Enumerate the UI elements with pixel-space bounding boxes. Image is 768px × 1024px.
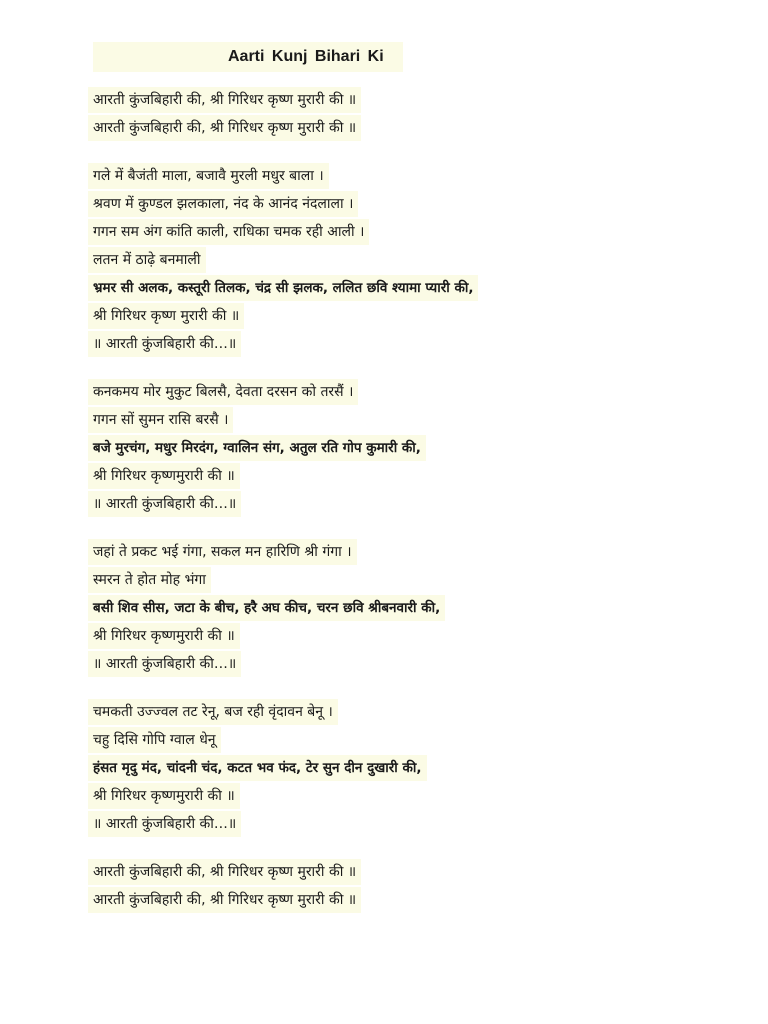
verse-line: स्मरन ते होत मोह भंगा xyxy=(88,567,211,593)
verse-line: ॥ आरती कुंजबिहारी की…॥ xyxy=(88,331,241,357)
verse-line: श्री गिरिधर कृष्णमुरारी की ॥ xyxy=(88,623,240,649)
verse-line: जहां ते प्रकट भई गंगा, सकल मन हारिणि श्री गंगा । xyxy=(88,539,357,565)
verse-line-bold: बजे मुरचंग, मधुर मिरदंग, ग्वालिन संग, अतुल रति गोप कुमारी की, xyxy=(88,435,426,461)
verse-line-bold: हंसत मृदु मंद, चांदनी चंद, कटत भव फंद, टेर सुन दीन दुखारी की, xyxy=(88,755,427,781)
verse-line: गगन सों सुमन रासि बरसै । xyxy=(88,407,233,433)
verse-line: ॥ आरती कुंजबिहारी की…॥ xyxy=(88,811,241,837)
document-title-block xyxy=(93,42,403,72)
verse-line: श्री गिरिधर कृष्णमुरारी की ॥ xyxy=(88,463,240,489)
verse-line: लतन में ठाढ़े बनमाली xyxy=(88,247,206,273)
verse-line-bold: भ्रमर सी अलक, कस्तूरी तिलक, चंद्र सी झलक, ललित छवि श्यामा प्यारी की, xyxy=(88,275,478,301)
document-title: Aarti Kunj Bihari Ki xyxy=(228,48,384,65)
verse-line: आरती कुंजबिहारी की, श्री गिरिधर कृष्ण मुरारी की ॥ xyxy=(88,87,361,113)
verse-line: आरती कुंजबिहारी की, श्री गिरिधर कृष्ण मुरारी की ॥ xyxy=(88,887,361,913)
verse-line: गगन सम अंग कांति काली, राधिका चमक रही आली । xyxy=(88,219,369,245)
verse-line: श्री गिरिधर कृष्णमुरारी की ॥ xyxy=(88,783,240,809)
verse-line: श्री गिरिधर कृष्ण मुरारी की ॥ xyxy=(88,303,244,329)
verse-line: श्रवण में कुण्डल झलकाला, नंद के आनंद नंदलाला । xyxy=(88,191,358,217)
verse-line: चमकती उज्ज्वल तट रेनू, बज रही वृंदावन बेनू । xyxy=(88,699,338,725)
verse-line: चहु दिसि गोपि ग्वाल धेनू xyxy=(88,727,221,753)
verse-line: आरती कुंजबिहारी की, श्री गिरिधर कृष्ण मुरारी की ॥ xyxy=(88,859,361,885)
verse-line: कनकमय मोर मुकुट बिलसै, देवता दरसन को तरसैं । xyxy=(88,379,358,405)
verse-line: गले में बैजंती माला, बजावै मुरली मधुर बाला । xyxy=(88,163,329,189)
verse-line: ॥ आरती कुंजबिहारी की…॥ xyxy=(88,491,241,517)
verse-line: आरती कुंजबिहारी की, श्री गिरिधर कृष्ण मुरारी की ॥ xyxy=(88,115,361,141)
verse-line-bold: बसी शिव सीस, जटा के बीच, हरै अघ कीच, चरन छवि श्रीबनवारी की, xyxy=(88,595,445,621)
verse-line: ॥ आरती कुंजबिहारी की…॥ xyxy=(88,651,241,677)
